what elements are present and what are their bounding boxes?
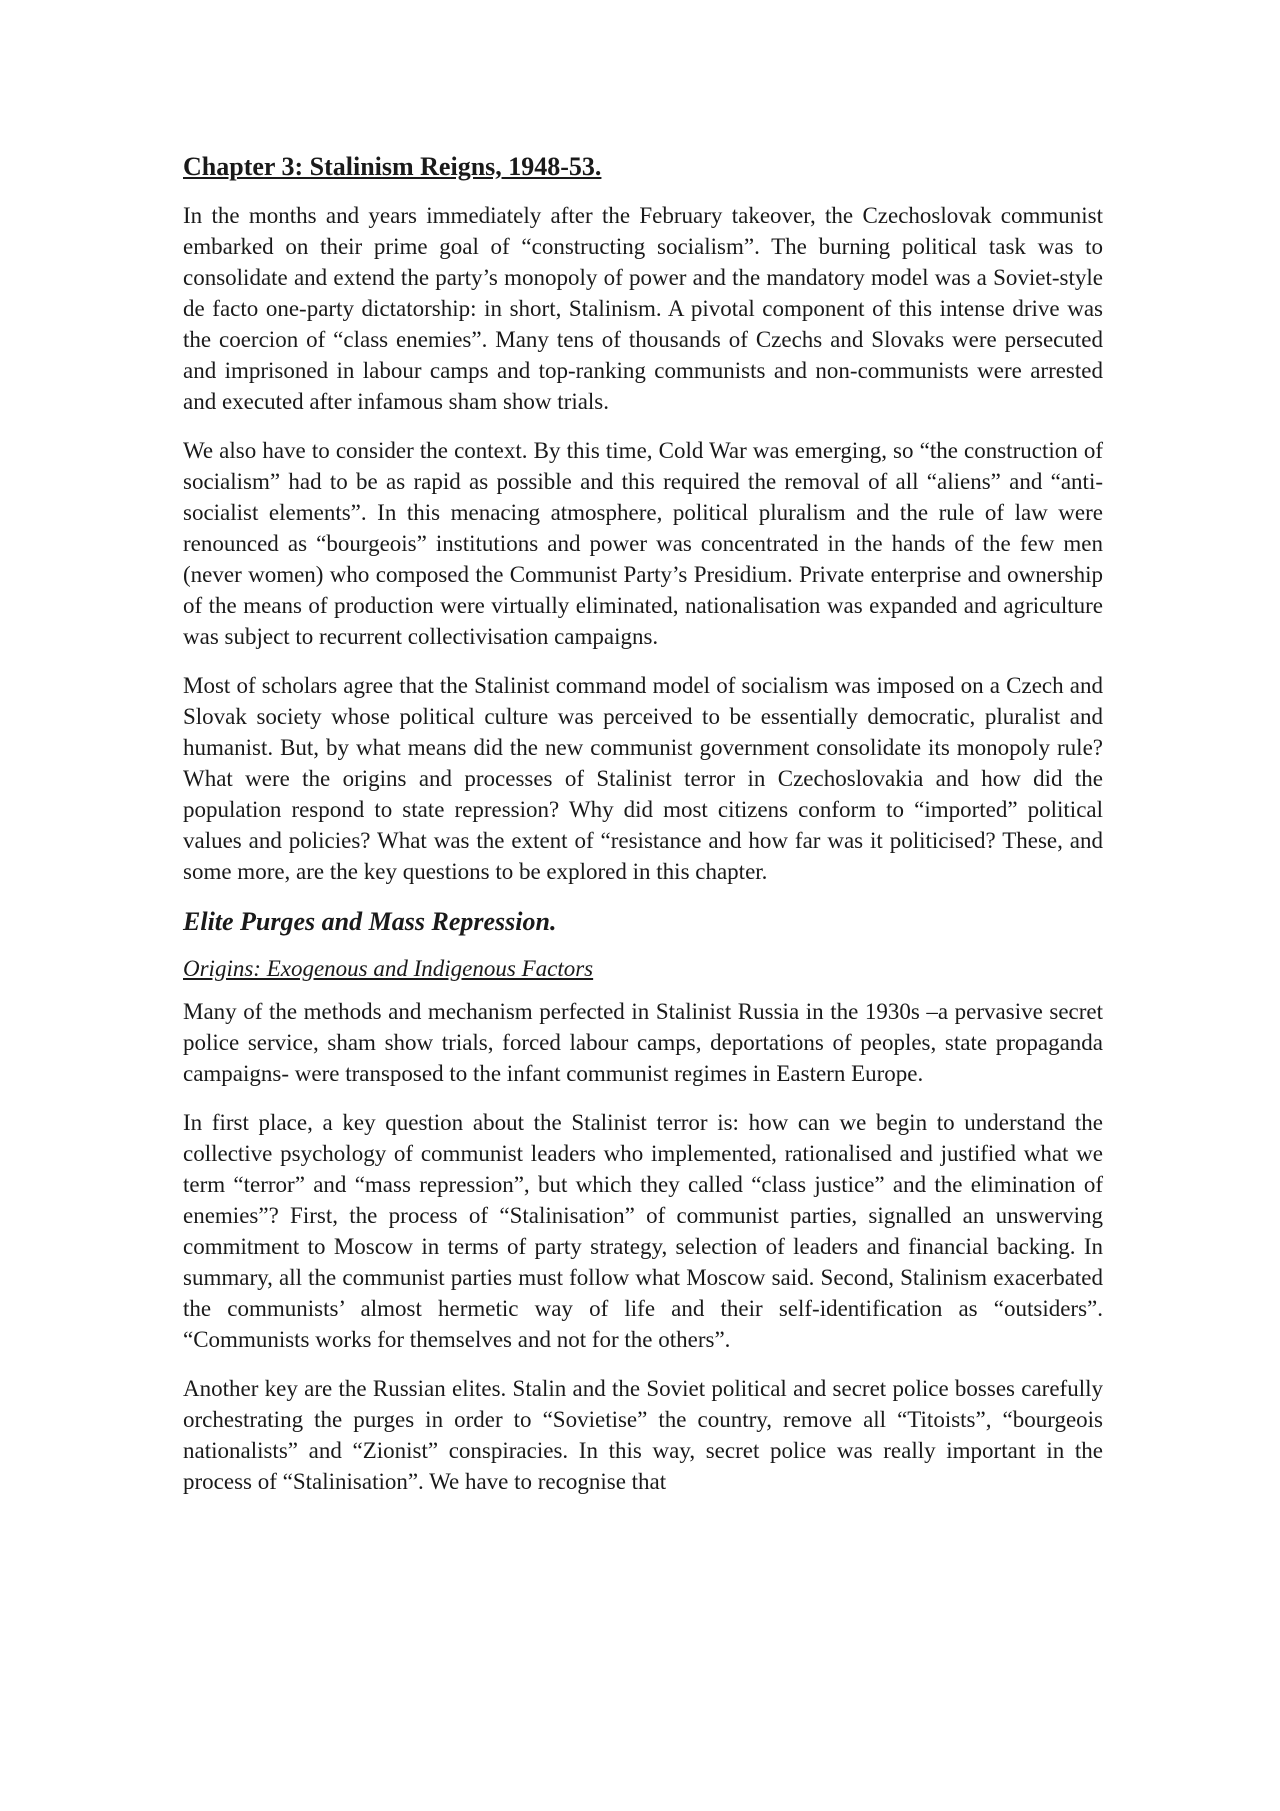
paragraph: Most of scholars agree that the Stalinist command model of socialism was imposed on a Czech and Slovak society whose political culture was perceived to be essentially democratic, pluralist and humanist. But, by what means did the new communist government consolidate its monopoly rule? What were the origins and processes of Stalinist terror in Czechoslovakia and how did the population respond to state repression? Why did most citizens conform to “imported” political values and policies? What was the extent of “resistance and how far was it politicised? These, and some more, are the key questions to be explored in this chapter. (183, 673, 1103, 884)
document-page (183, 150, 1103, 1497)
section-heading: Elite Purges and Mass Repression. (183, 907, 557, 936)
chapter-title: Chapter 3: Stalinism Reigns, 1948-53. (183, 152, 602, 181)
paragraph: In first place, a key question about the Stalinist terror is: how can we begin to understand the collective psychology of communist leaders who implemented, rationalised and justified what we term “terror” and “mass repression”, but which they called “class justice” and the elimination of enemies”? First, the process of “Stalinisation” of communist parties, signalled an unswerving commitment to Moscow in terms of party strategy, selection of leaders and financial backing. In summary, all the communist parties must follow what Moscow said. Second, Stalinism exacerbated the communists’ almost hermetic way of life and their self-identification as “outsiders”. “Communists works for themselves and not for the others”. (183, 1110, 1103, 1352)
paragraph: In the months and years immediately after the February takeover, the Czechoslovak communist embarked on their prime goal of “constructing socialism”. The burning political task was to consolidate and extend the party’s monopoly of power and the mandatory model was a Soviet-style de facto one-party dictatorship: in short, Stalinism. A pivotal component of this intense drive was the coercion of “class enemies”. Many tens of thousands of Czechs and Slovaks were persecuted and imprisoned in labour camps and top-ranking communists and non-communists were arrested and executed after infamous sham show trials. (183, 203, 1103, 414)
paragraph: Many of the methods and mechanism perfected in Stalinist Russia in the 1930s –a pervasive secret police service, sham show trials, forced labour camps, deportations of peoples, state propaganda campaigns- were transposed to the infant communist regimes in Eastern Europe. (183, 999, 1103, 1086)
paragraph: Another key are the Russian elites. Stalin and the Soviet political and secret police bosses carefully orchestrating the purges in order to “Sovietise” the country, remove all “Titoists”, “bourgeois nationalists” and “Zionist” conspiracies. In this way, secret police was really important in the process of “Stalinisation”. We have to recognise that (183, 1376, 1103, 1494)
subsection-heading: Origins: Exogenous and Indigenous Factors (183, 956, 594, 981)
paragraph: We also have to consider the context. By this time, Cold War was emerging, so “the construction of socialism” had to be as rapid as possible and this required the removal of all “aliens” and “anti-socialist elements”. In this menacing atmosphere, political pluralism and the rule of law were renounced as “bourgeois” institutions and power was concentrated in the hands of the few men (never women) who composed the Communist Party’s Presidium. Private enterprise and ownership of the means of production were virtually eliminated, nationalisation was expanded and agriculture was subject to recurrent collectivisation campaigns. (183, 438, 1103, 649)
